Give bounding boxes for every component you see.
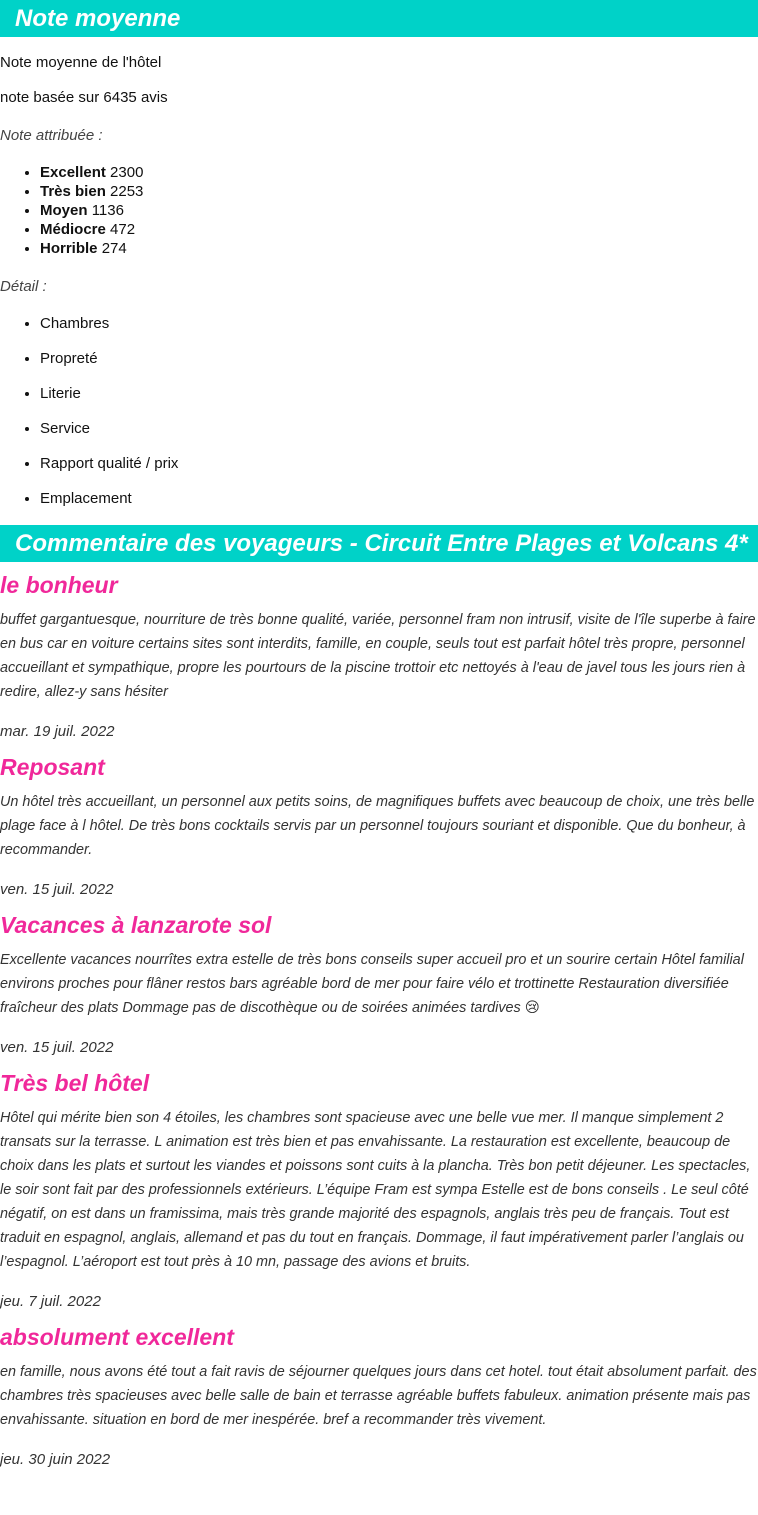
review-body: Excellente vacances nourrîtes extra estelle de très bons conseils super accueil pro et un sourire certain Hôtel familial environs proches pour flâner restos bars agréable bord de mer pour faire vélo et trottinette Restauration diversifiée fraîcheur des plats Dommage pas de discothèque ou de soirées animées tardives 😢 [0, 952, 744, 1016]
detail-item-literie: • Literie [40, 384, 758, 404]
rating-label: Horrible [40, 240, 98, 257]
review-date: jeu. 30 juin 2022 [0, 1451, 111, 1468]
review-title: Très bel hôtel [0, 1070, 150, 1096]
rating-label: Très bien [40, 183, 106, 200]
rating-item-tres-bien [40, 182, 758, 201]
review-body: buffet gargantuesque, nourriture de très bonne qualité, variée, personnel fram non intrusif, visite de l'île superbe à faire en bus car en voiture certains sites sont interdits, famille, en couple, seuls tout est parfait hôtel très propre, personnel accueillant et sympathique, propre les pourtours de la piscine trottoir etc nettoyés à l'eau de javel tous les jours rien à redire, allez-y sans hésiter [0, 612, 756, 700]
breakdown-label: Note attribuée : [0, 127, 103, 144]
rating-item-horrible [40, 239, 758, 258]
rating-count: 2300 [110, 164, 144, 181]
rating-count: 274 [101, 240, 127, 257]
review-date: jeu. 7 juil. 2022 [0, 1293, 101, 1310]
reviews-section-header: Commentaire des voyageurs - Circuit Entre Plages et Volcans 4* [0, 525, 758, 562]
rating-count: 472 [110, 221, 136, 238]
review-date: ven. 15 juil. 2022 [0, 881, 114, 898]
rating-label: Médiocre [40, 221, 106, 238]
detail-item-proprete: • Propreté [40, 349, 758, 369]
review-title: Vacances à lanzarote sol [0, 912, 272, 938]
review-card [0, 1322, 758, 1470]
review-body: Un hôtel très accueillant, un personnel aux petits soins, de magnifiques buffets avec beaucoup de choix, une très belle plage face à l hôtel. De très bons cocktails servis par un personnel toujours souriant et disponible. Que du bonheur, à recommander. [0, 794, 755, 858]
review-body: Hôtel qui mérite bien son 4 étoiles, les chambres sont spacieuse avec une belle vue mer. Il manque simplement 2 transats sur la terrasse. L animation est très bien et pas envahissante. La restauration est excellente, beaucoup de choix dans les plats et surtout les viandes et poissons sont cuits à la plancha. Très bon petit déjeuner. Les spectacles, le soir sont fait par des professionnels extérieurs. L’équipe Fram est sympa Estelle est de bons conseils . Le seul côté négatif, on est dans un framissima, mais très grande majorité des espagnols, anglais très peu de français. Tout est traduit en espagnol, anglais, allemand et pas du tout en français. Dommage, il faut impérativement parler l’anglais ou l’espagnol. L’aéroport est tout près à 10 mn, passage des avions et bruits. [0, 1110, 751, 1270]
review-title: Reposant [0, 754, 105, 780]
rating-count: 1136 [91, 202, 124, 219]
detail-item-emplacement: • Emplacement [40, 489, 758, 509]
rating-item-excellent [40, 163, 758, 182]
detail-label: Détail : [0, 278, 47, 295]
detail-item-rapport-qualite-prix: • Rapport qualité / prix [40, 454, 758, 474]
rating-label: Excellent [40, 164, 106, 181]
rating-breakdown-list [0, 163, 758, 258]
rating-section [0, 0, 758, 509]
rating-count: 2253 [110, 183, 144, 200]
rating-subtitle: Note moyenne de l'hôtel [0, 54, 162, 71]
review-card [0, 1068, 758, 1312]
review-count: note basée sur 6435 avis [0, 89, 168, 106]
rating-item-mediocre [40, 220, 758, 239]
rating-section-header: Note moyenne [0, 0, 758, 37]
review-body: en famille, nous avons été tout a fait ravis de séjourner quelques jours dans cet hotel. tout était absolument parfait. des chambres très spacieuses avec belle salle de bain et terrasse agréable buffets fabuleux. animation présente mais pas envahissante. situation en bord de mer inespérée. bref a recommander très vivement. [0, 1364, 757, 1428]
rating-label: Moyen [40, 202, 88, 219]
review-card [0, 570, 758, 742]
review-date: mar. 19 juil. 2022 [0, 723, 115, 740]
review-card [0, 910, 758, 1058]
review-date: ven. 15 juil. 2022 [0, 1039, 114, 1056]
review-title: absolument excellent [0, 1324, 234, 1350]
review-title: le bonheur [0, 572, 118, 598]
review-card [0, 752, 758, 900]
reviews-section [0, 525, 758, 1470]
rating-item-moyen [40, 201, 758, 220]
detail-item-chambres: • Chambres [40, 314, 758, 334]
detail-item-service: • Service [40, 419, 758, 439]
detail-list [0, 314, 758, 509]
